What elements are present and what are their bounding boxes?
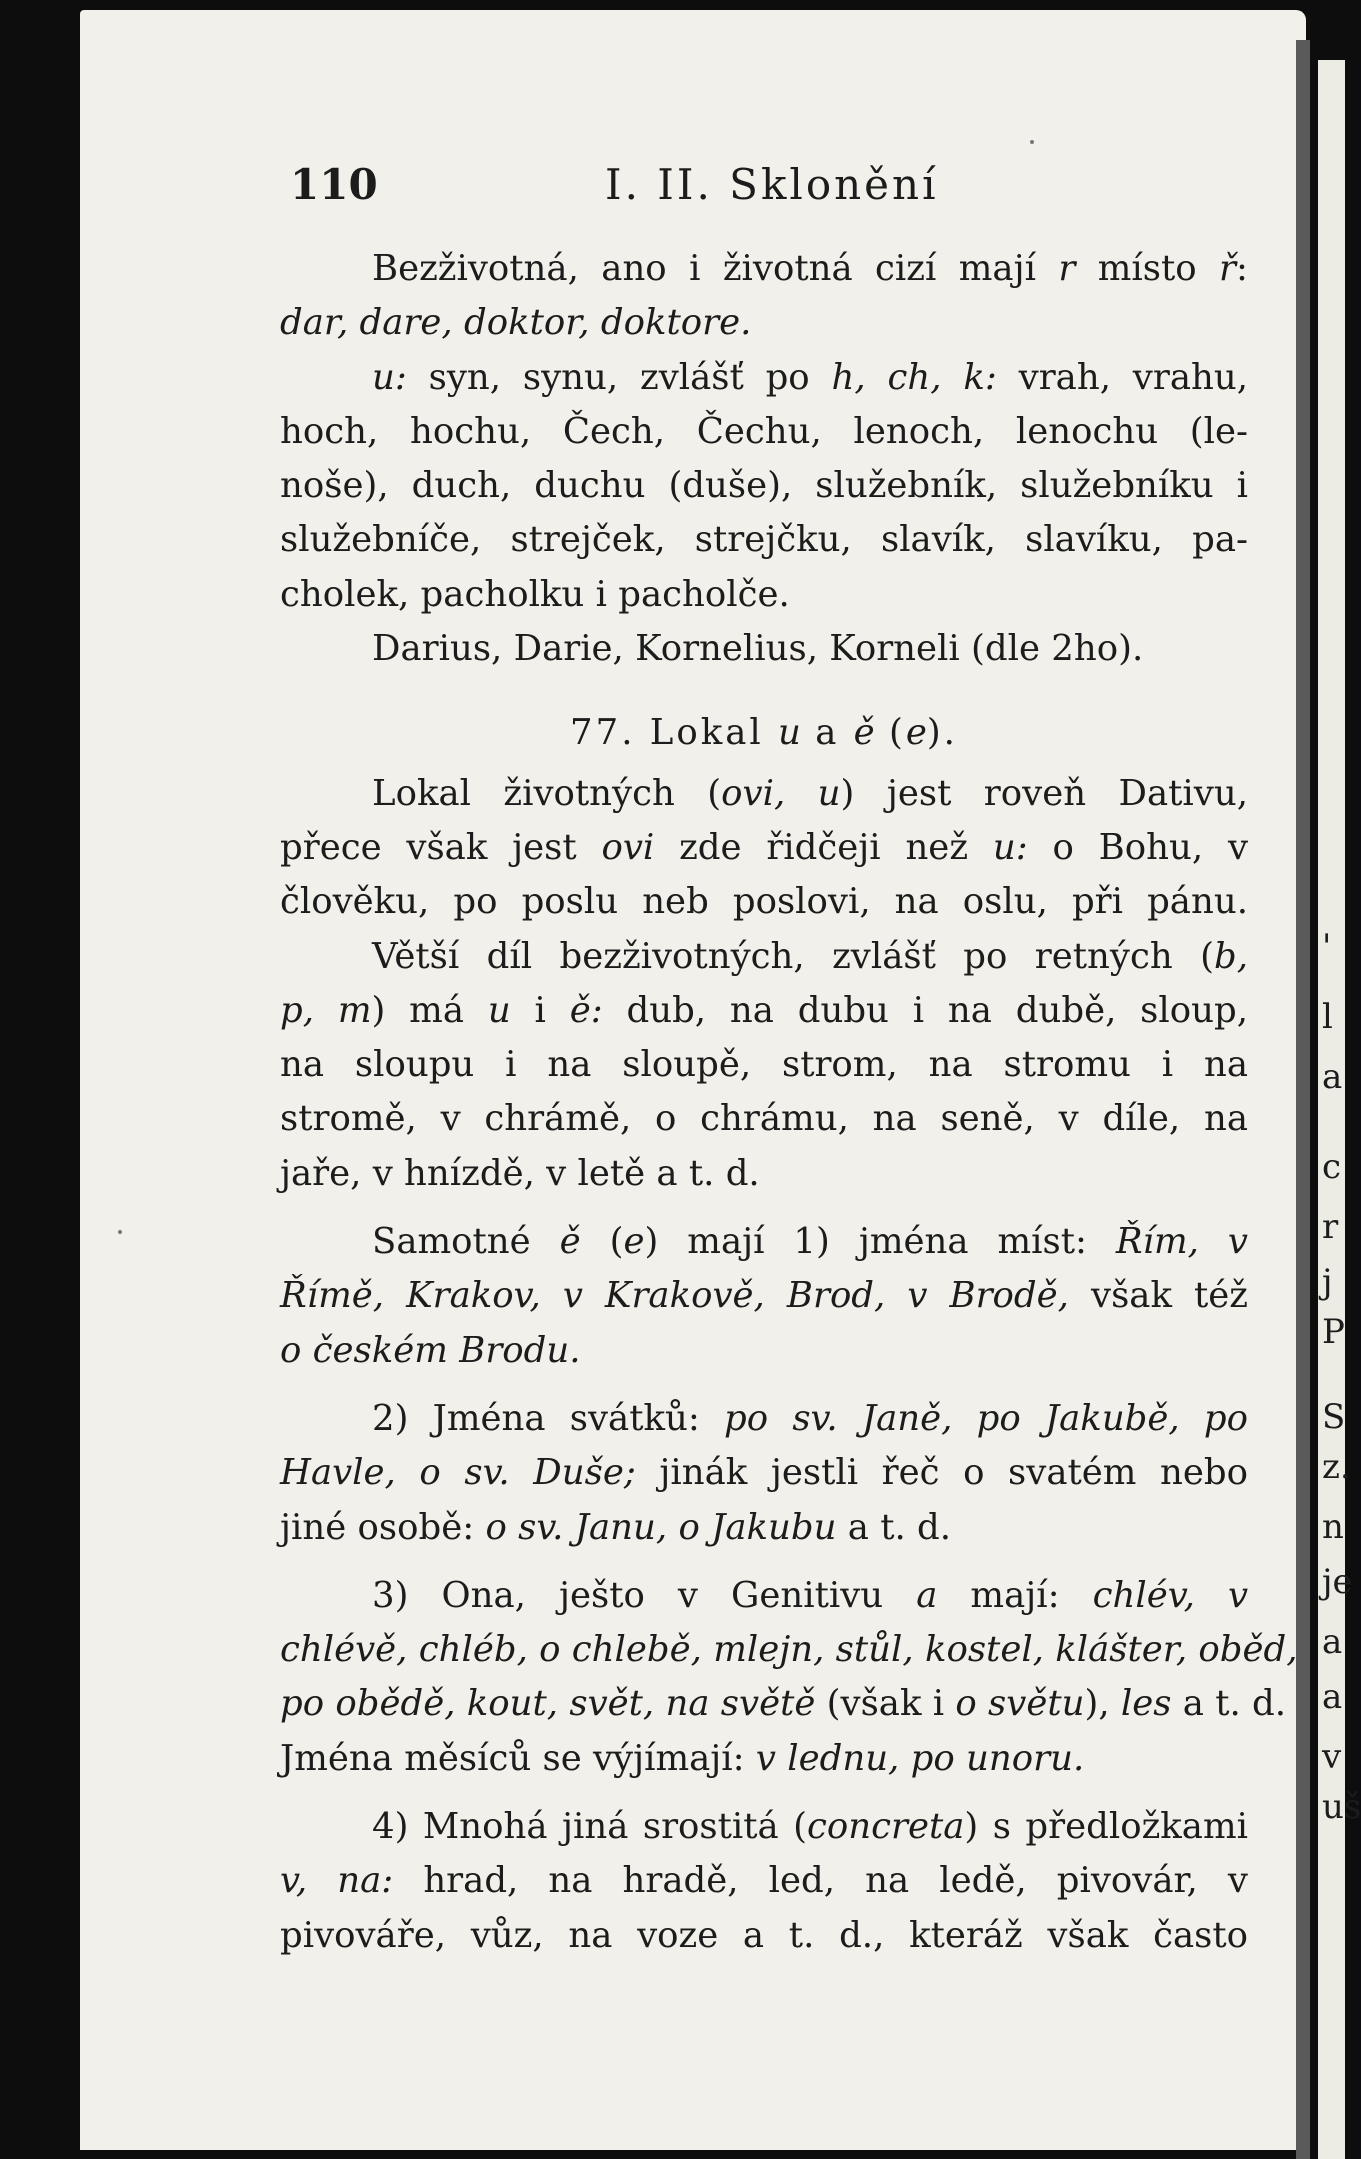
text-line: p, m) má u i ě: dub, na dubu i na dubě, sloup,	[280, 989, 1248, 1031]
adjacent-page-fragment: l	[1322, 997, 1333, 1037]
text-line: 3) Ona, ješto v Genitivu a mají: chlév, v	[372, 1574, 1249, 1616]
text-line: Větší díl bezživotných, zvlášť po retných (b,	[372, 935, 1248, 977]
adjacent-page-fragment: a	[1322, 1622, 1343, 1662]
running-title: I. II. Sklonění	[605, 160, 939, 209]
text-line: po obědě, kout, svět, na světě (však i o světu), les a t. d.	[280, 1683, 1287, 1725]
text-line: u: syn, synu, zvlášť po h, ch, k: vrah, vrahu,	[372, 356, 1248, 398]
text-line: cholek, pacholku i pacholče.	[280, 573, 790, 615]
adjacent-page-fragment: c	[1322, 1147, 1342, 1187]
paper-speck	[118, 1230, 122, 1234]
page-number: 110	[290, 160, 378, 209]
adjacent-page-fragment: uš	[1322, 1787, 1361, 1827]
text-line: jiné osobě: o sv. Janu, o Jakubu a t. d.	[280, 1506, 952, 1548]
text-line: Bezživotná, ano i životná cizí mají r místo ř:	[372, 248, 1248, 289]
text-line: pivováře, vůz, na voze a t. d., kteráž však často	[280, 1914, 1248, 1956]
text-line: Jména měsíců se výjímají: v lednu, po unoru.	[280, 1737, 1085, 1779]
text-line: Lokal životných (ovi, u) jest roveň Dativu,	[372, 772, 1248, 814]
text-line: chlévě, chléb, o chlebě, mlejn, stůl, kostel, klášter, oběd,	[280, 1629, 1298, 1671]
text-line: Samotné ě (e) mají 1) jména míst: Řím, v	[372, 1221, 1248, 1263]
text-line: jaře, v hnízdě, v letě a t. d.	[280, 1152, 760, 1194]
text-line: Římě, Krakov, v Krakově, Brod, v Brodě, však též	[280, 1275, 1248, 1317]
text-line: Havle, o sv. Duše; jinák jestli řeč o svatém nebo	[280, 1452, 1248, 1494]
adjacent-page-fragment: a	[1322, 1677, 1343, 1717]
text-line: služebníče, strejček, strejčku, slavík, slavíku, pa-	[280, 519, 1248, 561]
text-line: v, na: hrad, na hradě, led, na ledě, pivovár, v	[280, 1860, 1248, 1902]
page-edge-shadow	[1296, 40, 1310, 2159]
adjacent-page-fragment: a	[1322, 1057, 1343, 1097]
adjacent-page-fragment: '	[1322, 927, 1332, 967]
text-line: na sloupu i na sloupě, strom, na stromu i na	[280, 1044, 1248, 1086]
adjacent-page-fragment: je	[1322, 1562, 1353, 1602]
text-line: o českém Brodu.	[280, 1329, 581, 1371]
text-line: dar, dare, doktor, doktore.	[280, 302, 752, 344]
adjacent-page-fragment: r	[1322, 1207, 1339, 1247]
text-line: hoch, hochu, Čech, Čechu, lenoch, lenochu (le-	[280, 410, 1248, 452]
text-line: 4) Mnohá jiná srostitá (concreta) s předložkami	[372, 1806, 1248, 1848]
text-line: 2) Jména svátků: po sv. Janě, po Jakubě, po	[372, 1397, 1248, 1439]
adjacent-page-fragment: S	[1322, 1397, 1346, 1437]
adjacent-page-fragment: v	[1322, 1737, 1342, 1777]
running-header	[290, 160, 1250, 220]
text-line: přece však jest ovi zde řidčeji než u: o Bohu, v	[280, 826, 1249, 868]
text-line: stromě, v chrámě, o chrámu, na seně, v díle, na	[280, 1098, 1248, 1140]
text-line: noše), duch, duchu (duše), služebník, služebníku i	[280, 465, 1248, 507]
adjacent-page-fragment: n	[1322, 1507, 1344, 1547]
text-line: člověku, po poslu neb poslovi, na oslu, při pánu.	[280, 881, 1248, 923]
page-text	[280, 242, 1298, 1963]
text-line: Darius, Darie, Kornelius, Korneli (dle 2ho).	[372, 628, 1144, 670]
adjacent-page-fragment: j	[1322, 1262, 1333, 1302]
paper-speck	[1030, 140, 1034, 144]
section-heading: 77. Lokal u a ě (e).	[570, 712, 958, 754]
adjacent-page	[1318, 60, 1361, 2159]
adjacent-page-fragment: z.	[1322, 1447, 1351, 1487]
adjacent-page-fragment: P	[1322, 1312, 1345, 1352]
